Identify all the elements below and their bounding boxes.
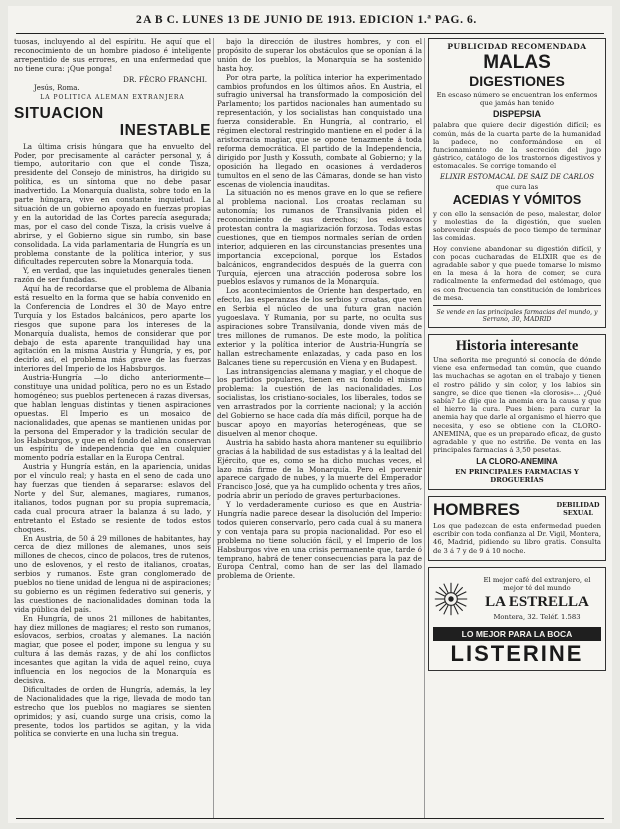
ad-body: que cura las (495, 182, 539, 191)
place: Jesús, Roma. (34, 83, 80, 92)
ad-shop: EN PRINCIPALES FARMACIAS Y DROGUERÍAS (455, 467, 579, 484)
ad-body: y con ello la sensación de peso, malestar, dolor y molestias de la digestión, que suelen sobrevenir después de poco tiempo de terminar las comidas. (433, 209, 601, 243)
ad-title-line-1: MALAS (483, 52, 551, 73)
ad-side-text: DEBILIDAD SEXUAL (556, 501, 600, 517)
article-paragraph: La situación no es menos grave en lo que se refiere al problema nacional. Los croatas reclaman su autonomía; los rumanos de Transilvania piden el reconocimiento de sus derechos; los eslovacos protestan contra la magiarización forzosa. Todas estas cuestiones, que en tiempos normales serían de orden interior, adquieren en las circunstancias presentes una importancia excepcional, porque los Estados balcánicos, engrandecidos después de la guerra con Turquía, ejercen una atracción poderosa sobre los pueblos eslavos y rumanos de la Monarquía. (217, 188, 422, 287)
ad-hombres (428, 496, 606, 561)
article-paragraph: Austria-Hungría —lo dicho anteriormente— constituye una unidad política, pero no es un Estado homogéneo; sus pueblos pertenecen á razas diversas, que hablan lenguas distintas y tienen aspiraciones opuestas. El Imperio es un mosaico de nacionalidades, que apenas se mantienen unidas por la persona del Emperador y la tradición secular de los Habsburgos, y que en el fondo del alma conservan un espíritu de independencia que en cualquier momento podría estallar en la Europa Central. (14, 373, 211, 463)
ad-historia-interesante (428, 334, 606, 490)
ad-star-row (433, 574, 601, 624)
header-text: A B C. LUNES 13 DE JUNIO DE 1913. EDICION 1.ª PAG. 6. (143, 14, 477, 26)
left-column (14, 38, 211, 818)
article-paragraph: Las intransigencias alemana y magiar, y el choque de los partidos populares, tienen en su fondo el mismo problema: la cuestión de las nacionalidades. Los socialistas, los cristiano-sociales, los liberales, todos se ven arrastrados por la corriente nacional; y la acción del Gobierno se hace cada día más difícil, porque ha de buscar apoyo en mayorías heterogéneas, que se disuelven al menor choque. (217, 366, 422, 438)
ad-body: Una señorita me preguntó si conocía de dónde viene esa enfermedad tan común, que cuando las muchachas se agotan en el trabajo y tienen el rostro pálido y sin color, y los labios sin sangre, se dice que tienen «la clorosis»... ¿Qué sabía? Le dije que la anemia era la causa y que el hierro la cura. Pues bien: para curar la anemia hay que darle al organismo el hierro que necesita, y eso se obtiene con la CLORO-ANEMINA, que es un preparado eficaz, de gusto agradable y que no estriñe. De venta en las principales farmacias á 3,50 pesetas. (433, 356, 601, 455)
headline-line-2: INESTABLE (119, 121, 211, 139)
article-paragraph: Y, en verdad, que las inquietudes generales tienen razón de ser fundadas. (14, 266, 211, 285)
article-paragraph: Aquí ha de recordarse que el problema de Albania está resuelto en la forma que se había convenido en la Conferencia de Londres el 30 de Mayo entre Turquía y los Estados balcánicos, pero aparte los riesgos que supone para los intereses de la Monarquía dualista, hemos de considerar que por debajo de esta aparente tranquilidad hay una agitación en la misma Austria y Hungría, y es, por decirlo así, el problema más grave de las fuerzas interiores del Imperio de los Habsburgos. (14, 284, 211, 374)
ad-highlight: LA CLORO-ANEMINA (476, 456, 558, 466)
ad-brand: LA ESTRELLA (485, 594, 589, 611)
ad-address: Montera, 32. Teléf. 1.583 (493, 613, 581, 622)
header-rule (16, 33, 604, 34)
article-paragraph: En Hungría, de unos 21 millones de habitantes, hay diez millones de magiares; el resto son rumanos, eslovacos, serbios, croatas y alemanes. La nación magiar, que posee el poder, impone su lengua y su cultura á las demás razas, y de ahí los conflictos incesantes que agitan la vida de aquel reino, cuya influencia en los negocios de la Monarquía es decisiva. (14, 613, 211, 685)
ad-title-row (433, 500, 601, 520)
ad-la-estrella (428, 567, 606, 672)
ad-body: Los que padezcan de esta enfermedad pueden escribir con toda confianza al Dr. Vigil, Montera, 46, Madrid, pidiendo su libro gratis. Consulta de 3 á 7 y de 9 á 10 noche. (433, 521, 601, 555)
ad-malas-digestiones (428, 38, 606, 328)
headline-line-1: SITUACION (14, 104, 104, 122)
column-divider (213, 38, 214, 818)
article-paragraph: En Austria, de 50 á 29 millones de habitantes, hay cerca de diez millones de alemanes, unos seis millones de checos, cinco de polacos, tres de rutenos, uno de eslovenos, y el resto de italianos, croatas, serbios y rumanos. Este gran conglomerado de pueblos no tiene unidad de lengua ni de aspiraciones; su gobierno es un régimen federativo sui generis, y las cuestiones de nacionalidades dominan toda la vida pública del país. (14, 533, 211, 614)
ad-product: LISTERINE (450, 641, 584, 667)
header-left-mark: 2 (136, 14, 143, 26)
ad-text-block (473, 574, 601, 624)
ad-section-label: PUBLICIDAD RECOMENDADA (447, 42, 587, 51)
ad-title-line-2: DIGESTIONES (469, 73, 565, 89)
article-paragraph: Dificultades de orden de Hungría, además, la ley de Nacionalidades que la rige, llevada de modo tan estrecho que los pueblos no magiares se sienten oprimidos; y así, cuando surge una crisis, como la presente, todos los partidos se agitan, y la vida política se convierte en una lucha sin tregua. (14, 684, 211, 739)
middle-column (217, 38, 422, 818)
ad-footer: Se vende en las principales farmacias del mundo, y Serrano, 30, MADRID (436, 309, 598, 324)
ad-black-banner: LO MEJOR PARA LA BOCA (433, 627, 601, 641)
article-paragraph: La última crisis húngara que ha envuelto del Poder, por precisamente al carácter personal y, á tiempo, autoritario con que el conde Tisza, presidente del Consejo de ministros, ha dirigido su política, es un síntoma que no debe pasar inadvertido. La Monarquía dualista, sobre todo en la parte húngara, vive en constante inquietud. La situación de un gobierno apoyado en fuerzas propias y en la autoridad de las Cortes parecía asegurada; mas, por el caso del conde Tisza, la crisis vuelve á abrirse, y el Gobierno sigue sin rumbo, sin base consolidada. La vida parlamentaria de Hungría es un problema constante de la política interior, y sus dificultades repercuten sobre la Monarquía toda. (14, 141, 211, 267)
article-paragraph: Austria y Hungría están, en la apariencia, unidas por el vínculo real; y hasta en el seno de cada uno hay fuerzas que tienden á separarse: eslavos del Norte y del Sur, alemanes, magiares, rumanos, italianos, todos pugnan por su propia supremacía, cada cual procura atraer la balanza á su lado, y entretanto el Estado se resiente de todos estos choques. (14, 462, 211, 534)
intro-text: tuosas, incluyendo al del espíritu. He aquí que el reconocimiento de un hombre piadoso é inteligente arrepentido de sus errores, en una enfermedad que no tiene cura: ¡Que ponga! (14, 38, 211, 73)
ad-divider (433, 305, 601, 306)
signature: DR. FÉCRO FRANCHI. (123, 74, 207, 84)
ad-title: Historia interesante (455, 338, 579, 355)
ad-lead: En escaso número se encuentran los enfermos que jamás han tenido (436, 91, 598, 108)
newspaper-page (8, 6, 612, 823)
ad-keyword: DISPEPSIA (492, 109, 541, 120)
ad-line: El mejor café del extranjero, el mejor té del mundo (483, 575, 591, 592)
article-paragraph: Austria ha sabido hasta ahora mantener su equilibrio gracias á la habilidad de sus estadistas y á la lealtad del Ejército, que es, como se ha dicho muchas veces, el lazo más firme de la Monarquía. Pero el porvenir aparece cargado de nubes, y la muerte del Emperador Francisco José, que ya ha cumplido ochenta y tres años, podría abrir un período de graves perturbaciones. (217, 437, 422, 501)
article-paragraph: Los acontecimientos de Oriente han despertado, en efecto, las esperanzas de los serbios y croatas, que ven en Serbia el núcleo de una futura gran nación yugoeslava. Y Rumania, por su parte, no oculta sus aspiraciones sobre Transilvania, donde viven más de tres millones de rumanos. De este modo, la política exterior y la política interior de Austria-Hungría se hallan estrechamente enlazadas, y cada paso en los Balcanes tiene su repercusión en Viena y en Budapest. (217, 286, 422, 367)
footer-rule (16, 818, 604, 819)
star-logo-icon (433, 581, 469, 617)
right-column-ads (428, 38, 606, 818)
ad-body: Hoy conviene abandonar su digestión difícil, y con pocas cucharadas de ELIXIR que es de agradable sabor y que puede tomarse lo mismo en la mesa á la hora de comer, se cura radicalmente la enfermedad del estómago, que es con frecuencia tan constitución de lombrices de mesa. (433, 244, 601, 302)
article-paragraph: bajo la dirección de ilustres hombres, y con el propósito de superar los obstáculos que se oponían á la unión de los pueblos, la Monarquía se ha sostenido hasta hoy. (217, 38, 422, 73)
ad-body: palabra que quiere decir digestión difícil; es común, más de la cuarta parte de la humanidad la padece, no conformándose en el funcionamiento de la secreción del jugo gástrico, catálogo de los trastornos digestivos y estomacales. Se corrige tomando el (433, 121, 601, 171)
article-paragraph: Y lo verdaderamente curioso es que en Austria-Hungría nadie parece desear la disolución del Imperio: todos quieren conservarlo, pero cada cual á su manera y con ventaja para su propia nacionalidad. Por eso el problema no tiene solución fácil, y el Imperio de los Habsburgos vive en una crisis permanente que, tarde ó temprano, habrá de tener consecuencias para la paz de Europa Central, como han de ser las del llamado problema de Oriente. (217, 500, 422, 581)
column-divider (424, 38, 425, 818)
page-header (8, 14, 612, 32)
section-caption: LA POLITICA ALEMAN EXTRANJERA (40, 93, 185, 101)
article-paragraph: Por otra parte, la política interior ha experimentado cambios profundos en los últimos años. En Austria, el sufragio universal ha transformado la composición del Parlamento; los partidos nacionales han aumentado su representación, y los socialistas han conquistado una fuerza considerable. En Hungría, al contrario, el régimen electoral restringido mantiene en el poder á la aristocracia magiar, que se opone tenazmente á toda reforma democrática. El partido de la Independencia, dirigido por Justh y Kossuth, combate al Gobierno; y la oposición ha llegado en ocasiones á verdaderos tumultos en el seno de las Cámaras, donde se han visto escenas de violencia inauditas. (217, 72, 422, 189)
ad-product-name: ELIXIR ESTOMACAL DE SAIZ DE CARLOS (439, 172, 595, 181)
ad-big-word: ACEDIAS Y VÓMITOS (452, 192, 582, 207)
ad-title: HOMBRES (433, 499, 520, 519)
